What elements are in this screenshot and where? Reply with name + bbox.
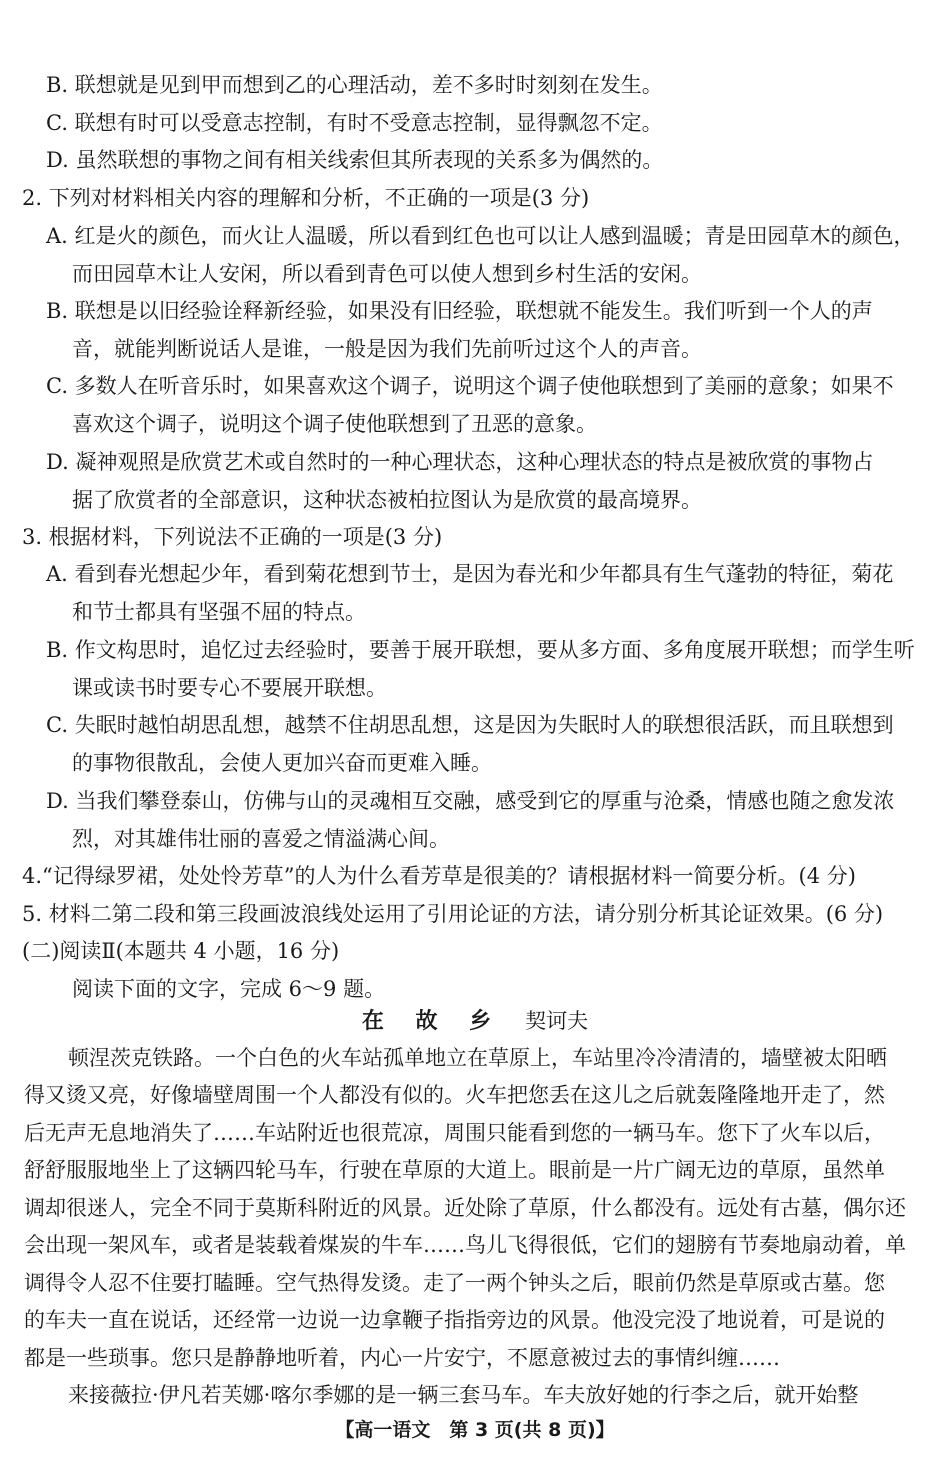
story-line: 调得令人忍不住要打瞌睡。空气热得发烫。走了一两个钟头之后，眼前仍然是草原或古墓。您: [24, 1271, 885, 1295]
story-line: 来接薇拉·伊凡若芙娜·喀尔季娜的是一辆三套马车。车夫放好她的行李之后，就开始整: [68, 1383, 859, 1407]
question-5: 5. 材料二第二段和第三段画波浪线处运用了引用论证的方法，请分别分析其论证效果。(6 分): [22, 902, 884, 926]
q2-option-b: B. 联想是以旧经验诠释新经验，如果没有旧经验，联想就不能发生。我们听到一个人的声: [46, 299, 873, 323]
q3-option-a-cont: 和节士都具有坚强不屈的特点。: [72, 600, 366, 624]
q3-option-a: A. 看到春光想起少年，看到菊花想到节士，是因为春光和少年都具有生气蓬勃的特征，菊花: [46, 562, 894, 586]
story-line: 顿涅茨克铁路。一个白色的火车站孤单地立在草原上，车站里冷冷清清的，墙壁被太阳晒: [68, 1046, 887, 1070]
q2-option-b-cont: 音，就能判断说话人是谁，一般是因为我们先前听过这个人的声音。: [72, 337, 702, 361]
q2-option-a: A. 红是火的颜色，而火让人温暖，所以看到红色也可以让人感到温暖；青是田园草木的颜色，: [46, 224, 915, 248]
q1-option-d: D. 虽然联想的事物之间有相关线索但其所表现的关系多为偶然的。: [46, 148, 664, 172]
story-title: 在 故 乡: [361, 1009, 504, 1034]
reading-instruction: 阅读下面的文字，完成 6～9 题。: [72, 977, 386, 1001]
q2-option-a-cont: 而田园草木让人安闲，所以看到青色可以使人想到乡村生活的安闲。: [72, 262, 702, 286]
q2-option-c: C. 多数人在听音乐时，如果喜欢这个调子，说明这个调子使他联想到了美丽的意象；如果不: [46, 374, 894, 398]
question-2: 2. 下列对材料相关内容的理解和分析，不正确的一项是(3 分): [22, 186, 590, 210]
q3-option-b: B. 作文构思时，追忆过去经验时，要善于展开联想，要从多方面、多角度展开联想；而学生听: [46, 638, 915, 662]
story-line: 舒舒服服地坐上了这辆四轮马车，行驶在草原的大道上。眼前是一片广阔无边的草原，虽然单: [24, 1158, 885, 1182]
story-line: 后无声无息地消失了……车站附近也很荒凉，周围只能看到您的一辆马车。您下了火车以后，: [24, 1121, 885, 1145]
question-4: 4.“记得绿罗裙，处处怜芳草”的人为什么看芳草是很美的？请根据材料一简要分析。(4 分): [22, 864, 856, 888]
question-3: 3. 根据材料，下列说法不正确的一项是(3 分): [22, 525, 443, 549]
q1-option-b: B. 联想就是见到甲而想到乙的心理活动，差不多时时刻刻在发生。: [46, 73, 663, 97]
q2-option-c-cont: 喜欢这个调子，说明这个调子使他联想到了丑恶的意象。: [72, 412, 597, 436]
q3-option-b-cont: 课或读书时要专心不要展开联想。: [72, 676, 387, 700]
story-line: 调却很迷人，完全不同于莫斯科附近的风景。近处除了草原，什么都没有。远处有古墓，偶尔还: [24, 1196, 906, 1220]
story-line: 得又烫又亮，好像墙壁周围一个人都没有似的。火车把您丢在这儿之后就轰隆隆地开走了，然: [24, 1083, 885, 1107]
story-line: 都是一些琐事。您只是静静地听着，内心一片安宁，不愿意被过去的事情纠缠……: [24, 1346, 780, 1370]
story-title-block: [0, 1007, 950, 1036]
story-line: 会出现一架风车，或者是装载着煤炭的牛车……鸟儿飞得很低，它们的翅膀有节奏地扇动着，单: [24, 1233, 906, 1257]
story-line: 的车夫一直在说话，还经常一边说一边拿鞭子指指旁边的风景。他没完没了地说着，可是说的: [24, 1308, 885, 1332]
q3-option-d-cont: 烈，对其雄伟壮丽的喜爱之情溢满心间。: [72, 827, 450, 851]
section-heading: (二)阅读Ⅱ(本题共 4 小题，16 分): [22, 939, 340, 963]
page-footer: 【高一语文 第 3 页(共 8 页)】: [335, 1419, 615, 1441]
q3-option-c-cont: 的事物很散乱，会使人更加兴奋而更难入睡。: [72, 751, 492, 775]
story-author: 契诃夫: [525, 1009, 589, 1033]
q1-option-c: C. 联想有时可以受意志控制，有时不受意志控制，显得飘忽不定。: [46, 111, 663, 135]
q3-option-c: C. 失眠时越怕胡思乱想，越禁不住胡思乱想，这是因为失眠时人的联想很活跃，而且联想到: [46, 713, 894, 737]
q2-option-d: D. 凝神观照是欣赏艺术或自然时的一种心理状态，这种心理状态的特点是被欣赏的事物占: [46, 450, 874, 474]
q3-option-d: D. 当我们攀登泰山，仿佛与山的灵魂相互交融，感受到它的厚重与沧桑，情感也随之愈发浓: [46, 789, 895, 813]
q2-option-d-cont: 据了欣赏者的全部意识，这种状态被柏拉图认为是欣赏的最高境界。: [72, 488, 702, 512]
